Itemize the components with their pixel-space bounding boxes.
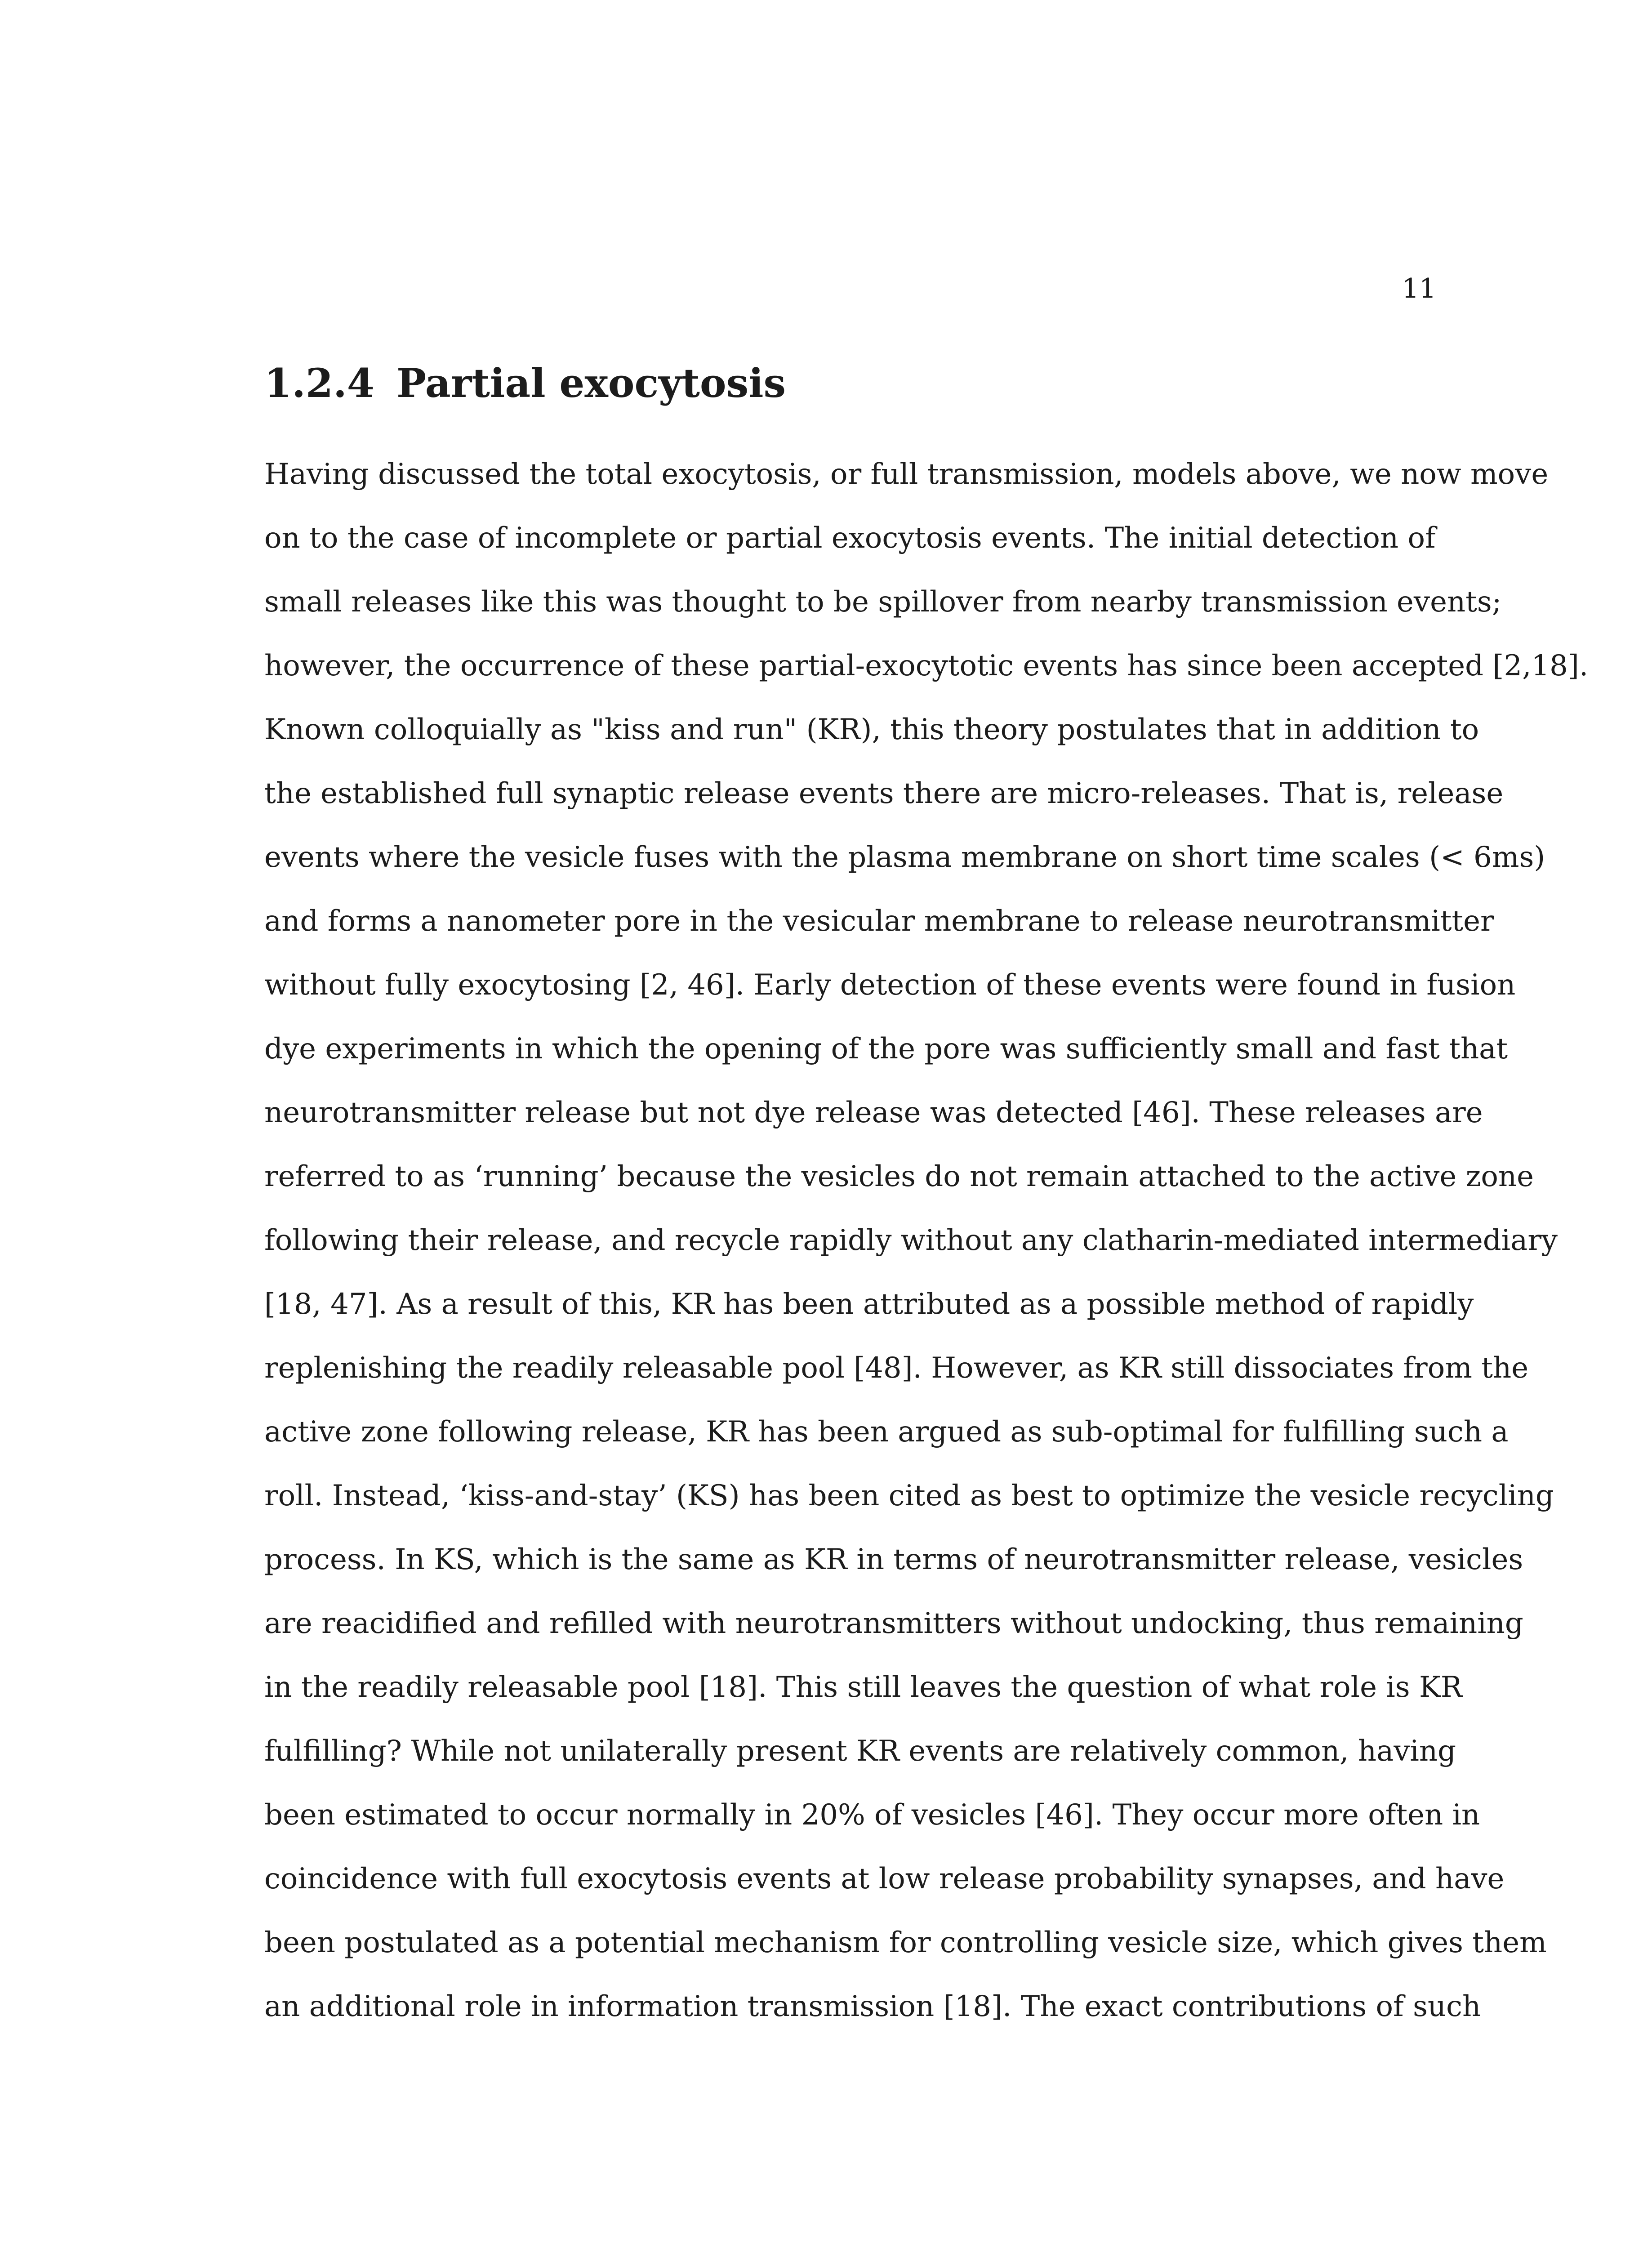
paragraph-line: referred to as ‘running’ because the vesicles do not remain attached to the active zone (264, 1160, 1534, 1193)
paragraph-line: in the readily releasable pool [18]. This still leaves the question of what role is KR (264, 1671, 1462, 1704)
paragraph-line: the established full synaptic release events there are micro-releases. That is, release (264, 777, 1504, 810)
paragraph-line: Known colloquially as "kiss and run" (KR), this theory postulates that in addition to (264, 713, 1479, 746)
paragraph-line: been postulated as a potential mechanism for controlling vesicle size, which gives them (264, 1926, 1547, 1959)
paragraph-line: on to the case of incomplete or partial exocytosis events. The initial detection of (264, 522, 1436, 555)
page-number: 11 (1402, 273, 1436, 304)
paragraph-line: process. In KS, which is the same as KR in terms of neurotransmitter release, vesicles (264, 1543, 1523, 1576)
paragraph-line: coincidence with full exocytosis events at low release probability synapses, and have (264, 1862, 1505, 1896)
paragraph-line: Having discussed the total exocytosis, or full transmission, models above, we now move (264, 458, 1549, 491)
paragraph-line: small releases like this was thought to be spillover from nearby transmission events; (264, 585, 1502, 619)
paragraph-line: been estimated to occur normally in 20% of vesicles [46]. They occur more often in (264, 1798, 1480, 1832)
paragraph-line: following their release, and recycle rapidly without any clatharin-mediated intermediary (264, 1224, 1558, 1257)
paragraph-line: are reacidified and refilled with neurotransmitters without undocking, thus remaining (264, 1607, 1523, 1640)
paragraph-line: [18, 47]. As a result of this, KR has been attributed as a possible method of rapidly (264, 1288, 1474, 1321)
paragraph-line: neurotransmitter release but not dye release was detected [46]. These releases are (264, 1096, 1483, 1129)
section-title: Partial exocytosis (396, 360, 786, 406)
paragraph-line: an additional role in information transmission [18]. The exact contributions of such (264, 1990, 1481, 2023)
section-heading (264, 360, 786, 406)
paragraph-line: and forms a nanometer pore in the vesicular membrane to release neurotransmitter (264, 905, 1494, 938)
paragraph-line: active zone following release, KR has been argued as sub-optimal for fulfilling such a (264, 1415, 1509, 1449)
paragraph-line: roll. Instead, ‘kiss-and-stay’ (KS) has been cited as best to optimize the vesicle recycling (264, 1479, 1554, 1512)
paragraph-line: fulfilling? While not unilaterally present KR events are relatively common, having (264, 1735, 1456, 1768)
paragraph-line: dye experiments in which the opening of the pore was sufficiently small and fast that (264, 1032, 1508, 1066)
paragraph-line: replenishing the readily releasable pool [48]. However, as KR still dissociates from the (264, 1351, 1529, 1385)
paragraph-line: without fully exocytosing [2, 46]. Early detection of these events were found in fusion (264, 968, 1516, 1002)
body-paragraph (264, 454, 1589, 2050)
paragraph-line: events where the vesicle fuses with the plasma membrane on short time scales (< 6ms) (264, 841, 1545, 874)
section-number: 1.2.4 (264, 360, 374, 406)
paragraph-line: however, the occurrence of these partial-exocytotic events has since been accepted [2,18]. (264, 649, 1589, 682)
